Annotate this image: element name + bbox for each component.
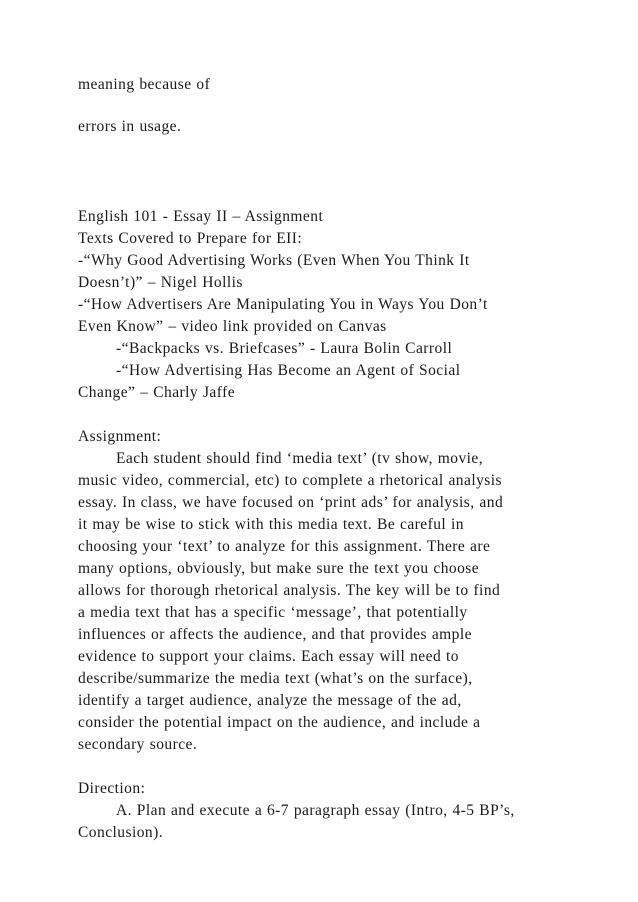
assignment-title: English 101 - Essay II – Assignment <box>78 208 324 225</box>
text-item-line: Doesn’t)” – Nigel Hollis <box>78 274 243 291</box>
text-item-line: -“Backpacks vs. Briefcases” - Laura Bolin Carroll <box>116 340 453 357</box>
assignment-line: identify a target audience, analyze the message of the ad, <box>78 692 462 709</box>
direction-line: A. Plan and execute a 6-7 paragraph essay (Intro, 4-5 BP’s, <box>116 802 515 819</box>
assignment-line: music video, commercial, etc) to complete a rhetorical analysis <box>78 472 503 489</box>
assignment-line: evidence to support your claims. Each essay will need to <box>78 648 459 665</box>
assignment-line: describe/summarize the media text (what’s on the surface), <box>78 670 473 687</box>
assignment-line: it may be wise to stick with this media text. Be careful in <box>78 516 464 533</box>
assignment-line: secondary source. <box>78 736 198 753</box>
fragment-line: meaning because of <box>78 76 211 93</box>
direction-heading: Direction: <box>78 780 146 797</box>
texts-heading: Texts Covered to Prepare for EII: <box>78 230 303 247</box>
text-item-line: -“Why Good Advertising Works (Even When You Think It <box>78 252 470 269</box>
assignment-line: choosing your ‘text’ to analyze for this assignment. There are <box>78 538 491 555</box>
text-item-line: Even Know” – video link provided on Canvas <box>78 318 387 335</box>
assignment-line: Each student should find ‘media text’ (tv show, movie, <box>116 450 484 467</box>
assignment-line: influences or affects the audience, and that provides ample <box>78 626 472 643</box>
text-item-line: Change” – Charly Jaffe <box>78 384 236 401</box>
fragment-line: errors in usage. <box>78 118 182 135</box>
text-item-line: -“How Advertising Has Become an Agent of Social <box>116 362 461 379</box>
assignment-heading: Assignment: <box>78 428 162 445</box>
text-item-line: -“How Advertisers Are Manipulating You in Ways You Don’t <box>78 296 488 313</box>
assignment-line: many options, obviously, but make sure the text you choose <box>78 560 480 577</box>
direction-line: Conclusion). <box>78 824 164 841</box>
assignment-line: consider the potential impact on the audience, and include a <box>78 714 481 731</box>
assignment-line: a media text that has a specific ‘message’, that potentially <box>78 604 468 621</box>
assignment-line: allows for thorough rhetorical analysis. The key will be to find <box>78 582 501 599</box>
assignment-line: essay. In class, we have focused on ‘print ads’ for analysis, and <box>78 494 504 511</box>
